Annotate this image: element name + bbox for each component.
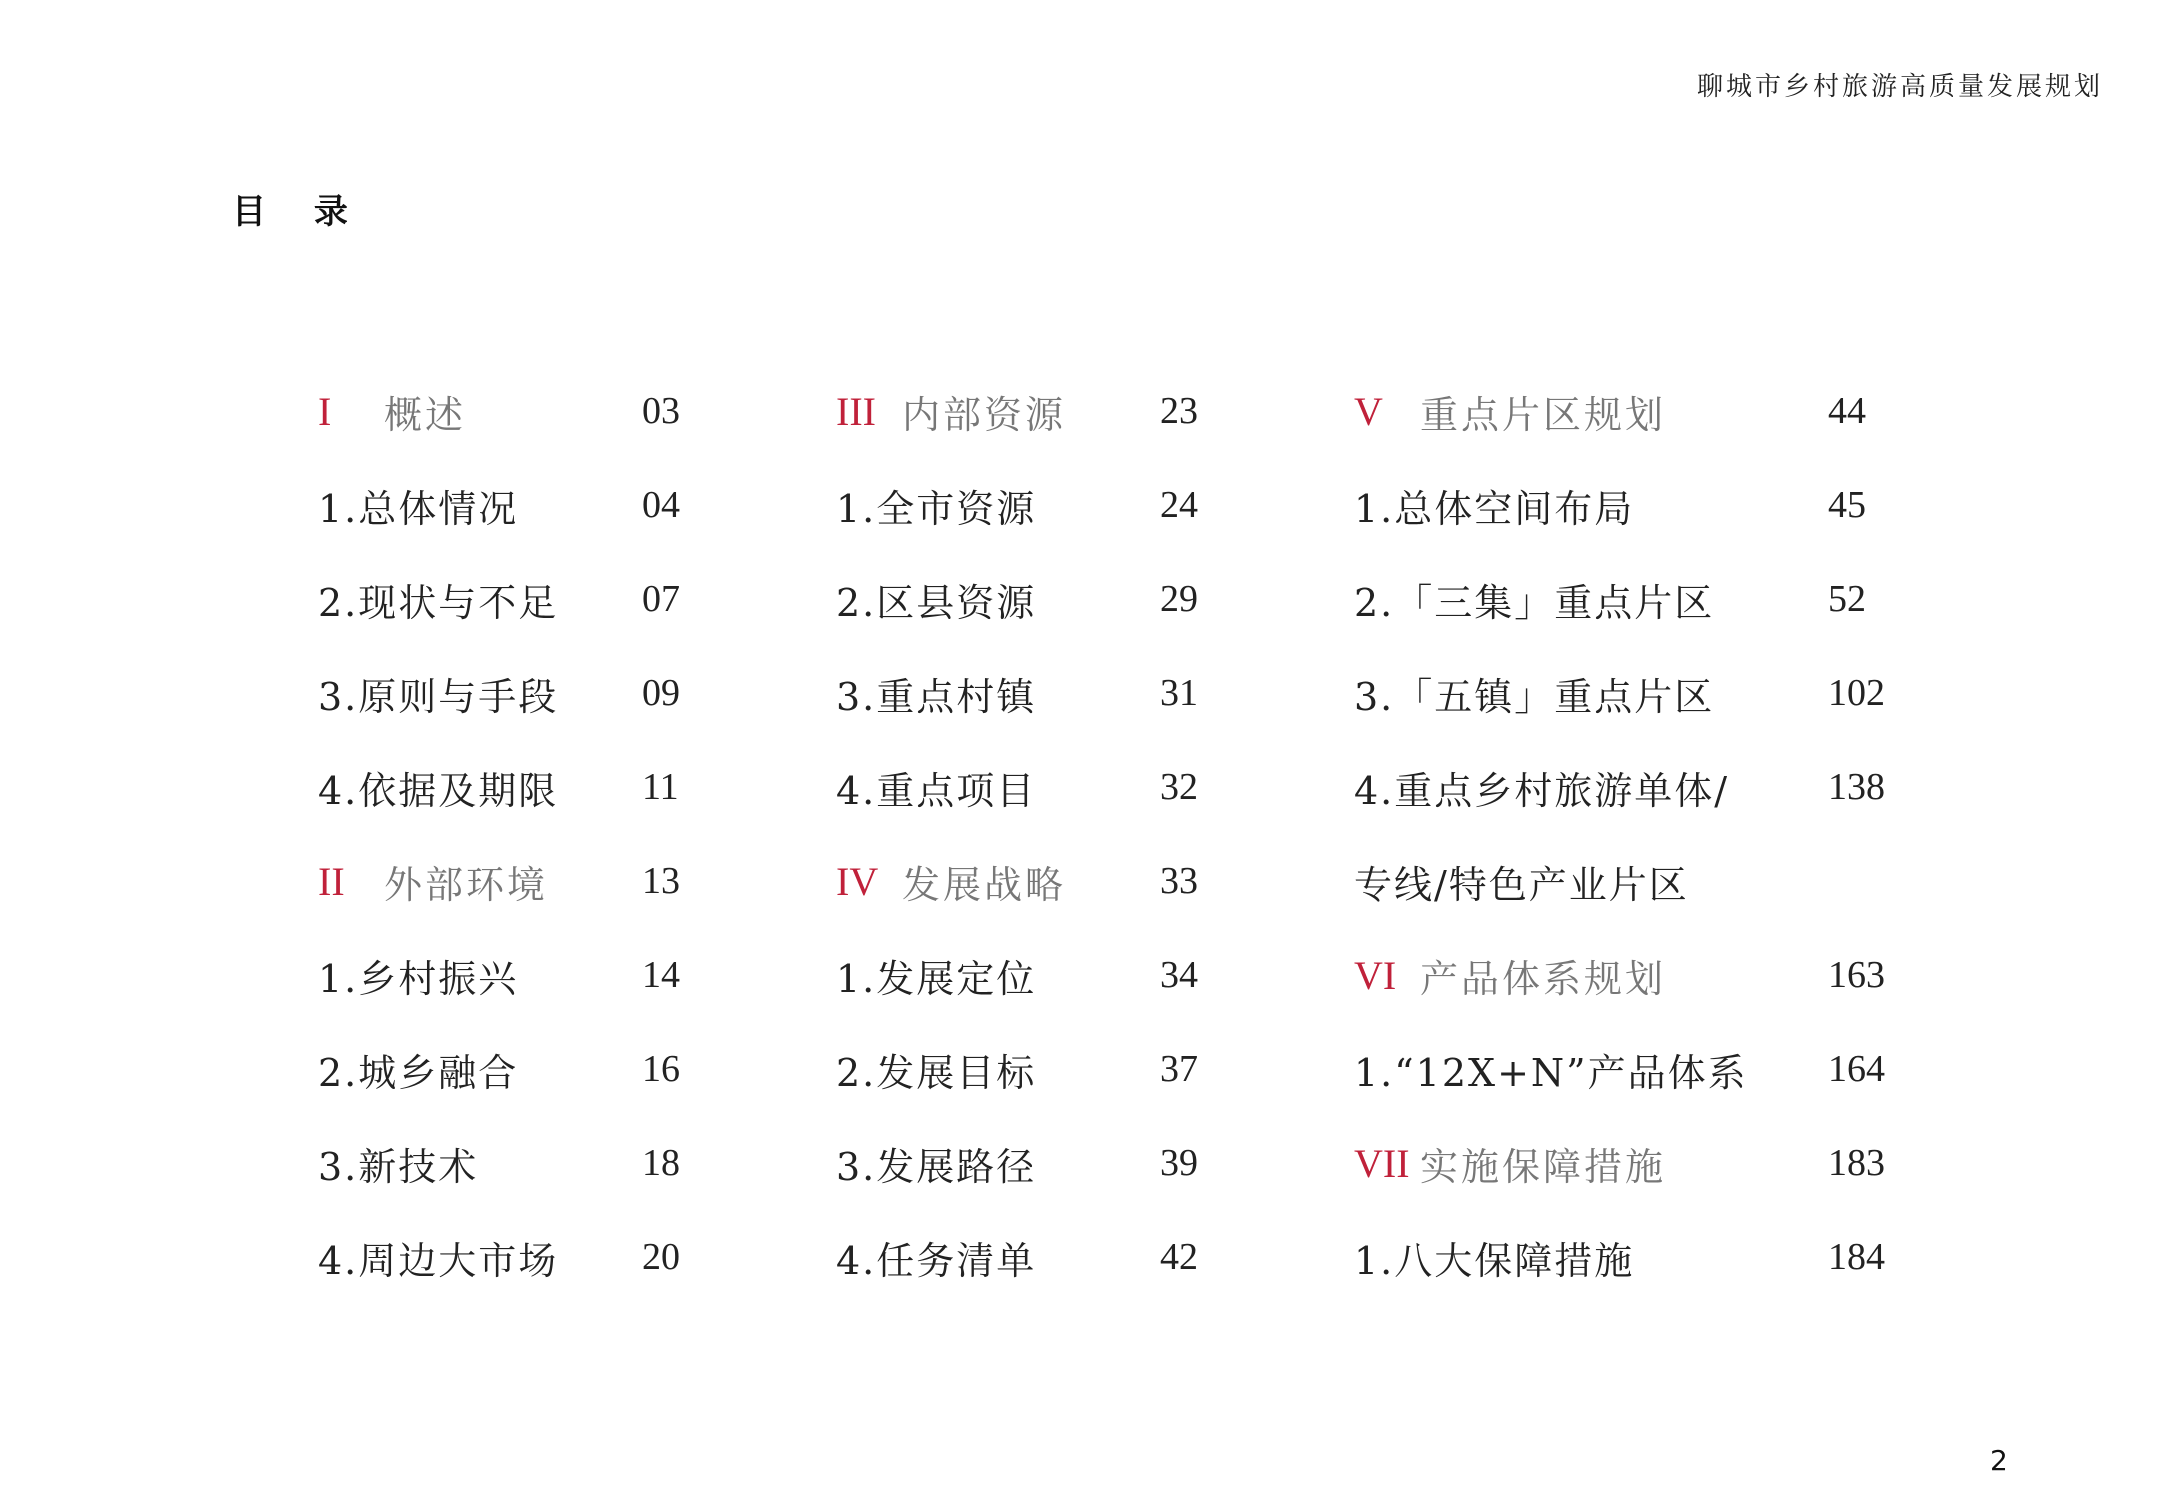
entry-title: 2.城乡融合 (318, 1050, 519, 1095)
document-title: 聊城市乡村旅游高质量发展规划 (1696, 72, 2103, 102)
page-ref: 183 (1828, 1142, 1885, 1184)
toc-section-entry[interactable] (318, 834, 698, 928)
section-title: 产品体系规划 (1420, 956, 1667, 1001)
section-numeral: VI (1354, 952, 1397, 998)
toc-entry[interactable] (1354, 740, 1914, 834)
entry-title: 1.八大保障措施 (1354, 1238, 1635, 1283)
page-ref: 24 (1160, 484, 1198, 526)
entry-title: 1.乡村振兴 (318, 956, 519, 1001)
toc-entry[interactable] (836, 1022, 1216, 1116)
entry-title: 2.「三集」重点片区 (1354, 580, 1715, 625)
toc-entry[interactable] (318, 458, 698, 552)
page-ref: 11 (642, 766, 679, 808)
toc-entry[interactable] (318, 1116, 698, 1210)
entry-title: 3.发展路径 (836, 1144, 1037, 1189)
toc-entry[interactable] (836, 1116, 1216, 1210)
entry-title: 3.原则与手段 (318, 674, 559, 719)
entry-title: 4.重点乡村旅游单体/ (1354, 768, 1730, 813)
toc-entry[interactable] (836, 1210, 1216, 1304)
toc-column-2 (836, 364, 1216, 1304)
page-ref: 13 (642, 860, 680, 902)
section-title: 概述 (384, 392, 467, 437)
section-title: 外部环境 (384, 862, 549, 907)
toc-entry[interactable] (836, 458, 1216, 552)
section-numeral: III (836, 388, 876, 434)
toc-entry[interactable] (1354, 458, 1914, 552)
page-ref: 03 (642, 390, 680, 432)
toc-section-entry[interactable] (1354, 928, 1914, 1022)
page-ref: 29 (1160, 578, 1198, 620)
page-ref: 33 (1160, 860, 1198, 902)
toc-entry[interactable] (1354, 834, 1914, 928)
toc-column-3 (1354, 364, 1914, 1304)
page-ref: 20 (642, 1236, 680, 1278)
entry-title: 1.发展定位 (836, 956, 1037, 1001)
section-numeral: I (318, 388, 332, 434)
section-title: 内部资源 (902, 392, 1067, 437)
section-title: 实施保障措施 (1420, 1144, 1667, 1189)
entry-title: 4.重点项目 (836, 768, 1037, 813)
page-ref: 32 (1160, 766, 1198, 808)
toc-entry[interactable] (1354, 552, 1914, 646)
entry-title: 3.新技术 (318, 1144, 479, 1189)
toc-section-entry[interactable] (1354, 364, 1914, 458)
toc-entry[interactable] (836, 646, 1216, 740)
toc-entry[interactable] (318, 1022, 698, 1116)
entry-title: 4.依据及期限 (318, 768, 559, 813)
entry-title: 4.任务清单 (836, 1238, 1037, 1283)
toc-entry[interactable] (1354, 1022, 1914, 1116)
page-ref: 42 (1160, 1236, 1198, 1278)
toc-section-entry[interactable] (318, 364, 698, 458)
toc-entry[interactable] (318, 1210, 698, 1304)
page-ref: 16 (642, 1048, 680, 1090)
section-numeral: II (318, 858, 345, 904)
page-ref: 39 (1160, 1142, 1198, 1184)
toc-entry[interactable] (1354, 646, 1914, 740)
page-ref: 102 (1828, 672, 1885, 714)
section-numeral: V (1354, 388, 1383, 434)
toc-entry[interactable] (318, 646, 698, 740)
toc-heading: 目 录 (232, 192, 366, 232)
toc-entry[interactable] (318, 552, 698, 646)
page-ref: 34 (1160, 954, 1198, 996)
page-ref: 18 (642, 1142, 680, 1184)
entry-title: 2.区县资源 (836, 580, 1037, 625)
toc-entry[interactable] (836, 928, 1216, 1022)
entry-title: 2.现状与不足 (318, 580, 559, 625)
page-ref: 164 (1828, 1048, 1885, 1090)
page-number: 2 (1990, 1444, 2008, 1477)
section-numeral: VII (1354, 1140, 1410, 1186)
page-ref: 52 (1828, 578, 1866, 620)
entry-title: 2.发展目标 (836, 1050, 1037, 1095)
entry-title: 专线/特色产业片区 (1354, 862, 1689, 907)
page-ref: 138 (1828, 766, 1885, 808)
toc-section-entry[interactable] (1354, 1116, 1914, 1210)
entry-title: 1.总体空间布局 (1354, 486, 1635, 531)
entry-title: 1.总体情况 (318, 486, 519, 531)
page-ref: 31 (1160, 672, 1198, 714)
page-ref: 14 (642, 954, 680, 996)
toc-entry[interactable] (836, 740, 1216, 834)
page-ref: 163 (1828, 954, 1885, 996)
toc-entry[interactable] (1354, 1210, 1914, 1304)
entry-title: 1.“12X+N”产品体系 (1354, 1050, 1748, 1095)
toc-entry[interactable] (836, 552, 1216, 646)
section-title: 重点片区规划 (1420, 392, 1667, 437)
toc-column-1 (318, 364, 698, 1304)
page-ref: 44 (1828, 390, 1866, 432)
page-ref: 184 (1828, 1236, 1885, 1278)
page-ref: 45 (1828, 484, 1866, 526)
page-ref: 23 (1160, 390, 1198, 432)
toc-entry[interactable] (318, 740, 698, 834)
entry-title: 3.重点村镇 (836, 674, 1037, 719)
page-ref: 04 (642, 484, 680, 526)
toc-entry[interactable] (318, 928, 698, 1022)
section-numeral: IV (836, 858, 879, 904)
toc-section-entry[interactable] (836, 834, 1216, 928)
page-ref: 09 (642, 672, 680, 714)
toc-section-entry[interactable] (836, 364, 1216, 458)
page-ref: 37 (1160, 1048, 1198, 1090)
entry-title: 1.全市资源 (836, 486, 1037, 531)
section-title: 发展战略 (902, 862, 1067, 907)
entry-title: 3.「五镇」重点片区 (1354, 674, 1715, 719)
entry-title: 4.周边大市场 (318, 1238, 559, 1283)
page-ref: 07 (642, 578, 680, 620)
